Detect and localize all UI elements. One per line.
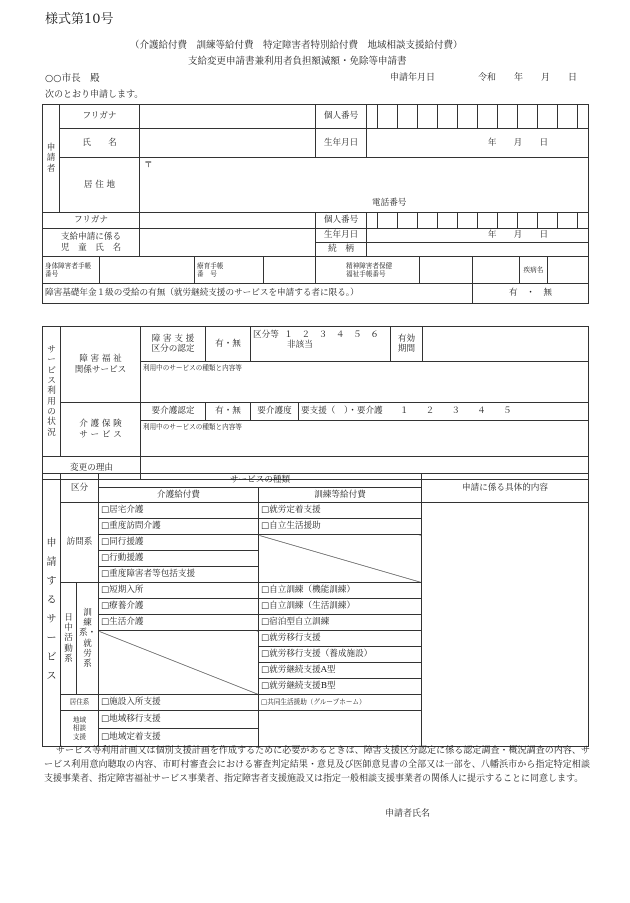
day-care-empty — [99, 631, 259, 695]
support-class-yesno[interactable]: 有・無 — [206, 327, 251, 362]
applicant-name-field[interactable] — [140, 129, 316, 158]
service-community-transition[interactable]: □地域移行支援 — [99, 711, 259, 729]
applicant-table — [42, 104, 589, 304]
care-level-scale[interactable]: 要支援（ ）・要介護 １ ２ ３ ４ ５ — [299, 403, 589, 421]
applicant-address-label: 居 住 地 — [60, 158, 140, 213]
valid-period-field[interactable] — [423, 327, 589, 362]
applicant-name-label: 氏 名 — [60, 129, 140, 158]
child-furigana-label: フリガナ — [43, 213, 140, 229]
intro-text: 次のとおり申請します。 — [45, 90, 144, 100]
applicant-id-boxes[interactable] — [367, 105, 589, 129]
addressee: ○○市長 殿 — [45, 73, 100, 84]
welfare-in-use-field[interactable]: 利用中のサービスの種類と内容等 — [141, 362, 589, 403]
pension-question: 障害基礎年金１級の受給の有無（就労継続支援のサービスを申請する者に限る。） — [43, 284, 473, 304]
applicant-address-field[interactable] — [140, 158, 589, 213]
kubun-label: 区分 — [61, 474, 99, 503]
applicant-side-label: 申請者 — [43, 105, 60, 213]
signature-label: 申請者氏名 — [385, 809, 431, 819]
applicant-dob-label: 生年月日 — [316, 129, 367, 158]
postal-mark: 〒 — [144, 160, 153, 170]
service-types-label: サービスの種類 — [99, 474, 422, 488]
day-activity-label: 日中活動系 — [61, 583, 77, 695]
child-furigana-field[interactable] — [140, 213, 316, 229]
disease-cell[interactable] — [473, 257, 589, 284]
applicant-id-label: 個人番号 — [316, 105, 367, 129]
training-benefits-label: 訓練等給付費 — [259, 488, 422, 503]
service-community-settlement[interactable]: □地域定着支援 — [99, 729, 259, 747]
service-work-transition-training[interactable]: □就労移行支援（養成施設） — [259, 647, 422, 663]
service-functional-training[interactable]: □自立訓練（機能訓練） — [259, 583, 422, 599]
physical-notebook-label: 身体障害者手帳番号 — [43, 257, 100, 284]
change-reason-label: 変更の理由 — [43, 457, 141, 480]
specific-content-field[interactable] — [422, 503, 589, 747]
specific-content-label: 申請に係る具体的内容 — [422, 474, 589, 503]
child-relation-label: 続 柄 — [316, 243, 367, 257]
visit-training-empty — [259, 535, 422, 583]
application-date-label: 申請年月日 — [390, 73, 436, 83]
care-cert-yesno[interactable]: 有・無 — [206, 403, 251, 421]
child-id-label: 個人番号 — [316, 213, 367, 229]
visit-group-label: 訪問系 — [61, 503, 99, 583]
care-insurance-label: 介 護 保 険 サ ー ビ ス — [61, 403, 141, 457]
child-name-field[interactable] — [140, 229, 316, 257]
applicant-furigana-label: フリガナ — [60, 105, 140, 129]
requested-services-table — [42, 473, 589, 747]
service-medical-care[interactable]: □療養介護 — [99, 599, 259, 615]
service-group-home[interactable]: □共同生活援助（グループホーム） — [259, 695, 422, 711]
rehab-notebook-label: 療育手帳 番 号 — [195, 257, 264, 284]
usage-side-label: サービス利用の状況 — [43, 327, 61, 457]
service-usage-table — [42, 326, 589, 480]
care-benefits-label: 介護給付費 — [99, 488, 259, 503]
service-continuous-work-a[interactable]: □就労継続支援A型 — [259, 663, 422, 679]
service-accompany[interactable]: □同行援護 — [99, 535, 259, 551]
mental-notebook-label: 精神障害者保健 福祉手帳番号 — [316, 257, 420, 284]
service-comprehensive-support[interactable]: □重度障害者等包括支援 — [99, 567, 259, 583]
applicant-furigana-field[interactable] — [140, 105, 316, 129]
training-work-label: 訓練系・就労系 — [77, 583, 99, 695]
consent-paragraph: サービス等利用計画又は個別支援計画を作成するために必要があるときは、障害支援区分認定に係る認定調査・概況調査の内容、サービス利用意向聴取の内容、市町村審査会における審査判定結果・意見及び医師意見書の全部又は一部を、八幡浜市から指定特定相談支援事業者、指定障害福祉サービス事業者、指定障害者支援施設又は指定一般相談支援事業者の関係人に提示することに同意します。 — [44, 746, 590, 784]
phone-label: 電話番号 — [372, 198, 407, 208]
community-training-empty — [259, 711, 422, 747]
mental-notebook-field[interactable] — [420, 257, 473, 284]
rehab-notebook-field[interactable] — [264, 257, 316, 284]
service-facility-admission[interactable]: □施設入所支援 — [99, 695, 259, 711]
service-continuous-work-b[interactable]: □就労継続支援B型 — [259, 679, 422, 695]
service-behavior-support[interactable]: □行動援護 — [99, 551, 259, 567]
service-daily-life-care[interactable]: □生活介護 — [99, 615, 259, 631]
care-in-use-field[interactable]: 利用中のサービスの種類と内容等 — [141, 421, 589, 457]
support-class-values[interactable]: 区分等 １ ２ ３ ４ ５ ６ 非該当 — [251, 327, 391, 362]
form-title: 支給変更申請書兼利用者負担額減額・免除等申請書 — [188, 56, 407, 67]
application-date-value[interactable]: 令和 年 月 日 — [478, 73, 578, 83]
service-life-training[interactable]: □自立訓練（生活訓練） — [259, 599, 422, 615]
applicant-dob-field[interactable]: 年 月 日 — [367, 129, 589, 158]
child-dob-label: 生年月日 — [316, 229, 367, 243]
disease-label: 疾病名 — [519, 257, 548, 283]
physical-notebook-field[interactable] — [100, 257, 195, 284]
residence-label: 居住系 — [61, 695, 99, 711]
child-id-boxes[interactable] — [367, 213, 589, 229]
child-dob-field[interactable]: 年 月 日 — [367, 229, 589, 243]
care-cert-label: 要介護認定 — [141, 403, 206, 421]
child-relation-field[interactable] — [367, 243, 589, 257]
service-residential-training[interactable]: □宿泊型自立訓練 — [259, 615, 422, 631]
form-number: 様式第10号 — [45, 12, 114, 27]
child-name-label: 支給申請に係る 児 童 氏 名 — [43, 229, 140, 257]
service-severe-visit[interactable]: □重度訪問介護 — [99, 519, 259, 535]
support-class-label: 障 害 支 援 区分の認定 — [141, 327, 206, 362]
benefit-types: （介護給付費 訓練等給付費 特定障害者特別給付費 地域相談支援給付費） — [130, 40, 463, 51]
service-independent-living[interactable]: □自立生活援助 — [259, 519, 422, 535]
community-support-label: 地域 相談 支援 — [61, 711, 99, 747]
care-level-label: 要介護度 — [251, 403, 299, 421]
services-side-label: 申請するサービス — [43, 474, 61, 747]
service-work-retention[interactable]: □就労定着支援 — [259, 503, 422, 519]
service-work-transition[interactable]: □就労移行支援 — [259, 631, 422, 647]
service-home-care[interactable]: □居宅介護 — [99, 503, 259, 519]
valid-period-label: 有効 期間 — [391, 327, 423, 362]
pension-choice[interactable]: 有 ・ 無 — [473, 284, 589, 304]
service-short-stay[interactable]: □短期入所 — [99, 583, 259, 599]
welfare-service-label: 障 害 福 祉 関係サービス — [61, 327, 141, 403]
